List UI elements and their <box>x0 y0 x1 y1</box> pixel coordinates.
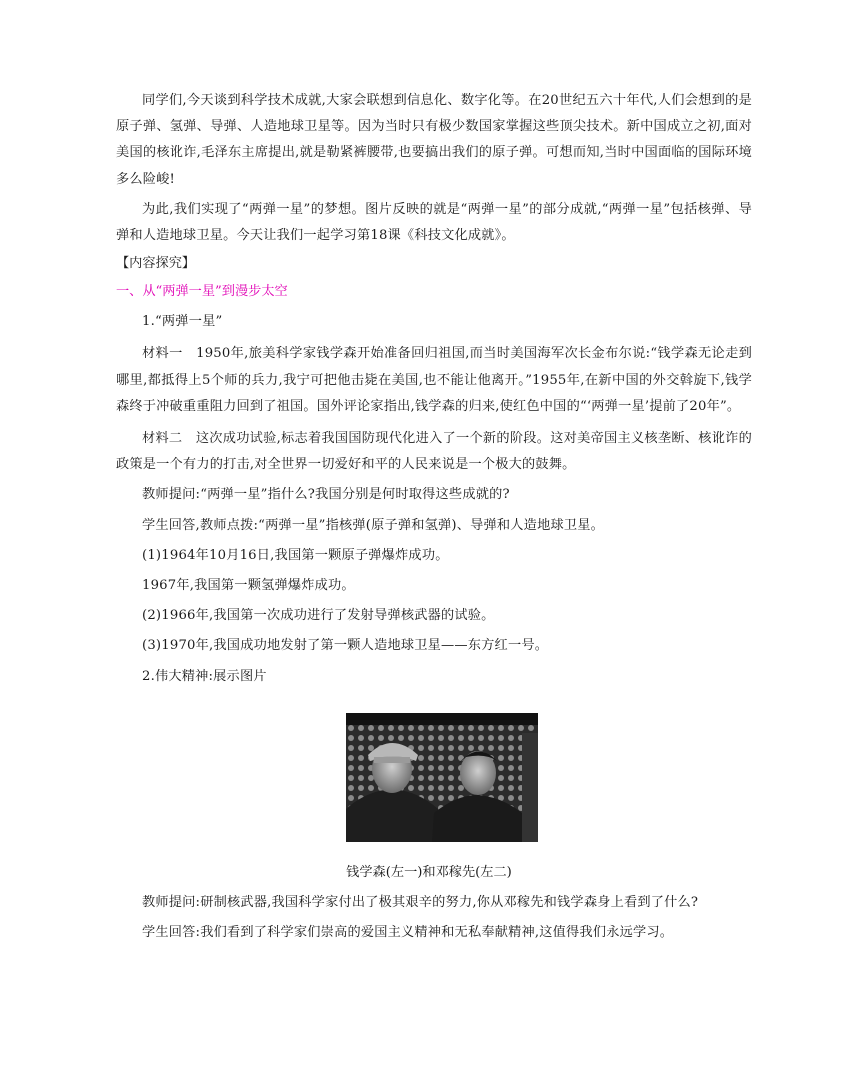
section-heading: 一、从“两弹一星”到漫步太空 <box>116 284 288 300</box>
list-item-missile: (2)1966年,我国第一次成功进行了发射导弹核武器的试验。 <box>142 608 495 624</box>
teacher-question-2: 教师提问:研制核武器,我国科学家付出了极其艰辛的努力,你从邓稼先和钱学森身上看到了什么? <box>142 894 699 910</box>
material-two: 材料二 这次成功试验,标志着我国国防现代化进入了一个新的阶段。这对美帝国主义核垄断、核讹诈的政策是一个有力的打击,对全世界一切爱好和平的人民来说是一个极大的鼓舞。 <box>116 431 752 473</box>
scientists-photo <box>346 713 538 842</box>
intro-paragraph-2: 为此,我们实现了“两弹一星”的梦想。图片反映的就是“两弹一星”的部分成就,“两弹一星”包括核弹、导弹和人造地球卫星。今天让我们一起学习第18课《科技文化成就》。 <box>116 201 752 244</box>
document-page <box>116 88 752 946</box>
list-item-satellite: (3)1970年,我国成功地发射了第一颗人造地球卫星——东方红一号。 <box>142 638 549 654</box>
content-heading: 【内容探究】 <box>116 256 196 272</box>
material-one: 材料一 1950年,旅美科学家钱学森开始准备回归祖国,而当时美国海军次长金布尔说:“钱学森无论走到哪里,都抵得上5个师的兵力,我宁可把他击毙在美国,也不能让他离开。”1955年,在新中国的外交斡旋下,钱学森终于冲破重重阻力回到了祖国。国外评论家指出,钱学森的归来,使红色中国的“‘两弹一星’提前了20年”。 <box>116 346 752 414</box>
photo-caption: 钱学森(左一)和邓稼先(左二) <box>346 864 512 880</box>
list-item-hydrogen-bomb: 1967年,我国第一颗氢弹爆炸成功。 <box>142 578 355 594</box>
student-answer-1: 学生回答,教师点拨:“两弹一星”指核弹(原子弹和氢弹)、导弹和人造地球卫星。 <box>142 517 605 533</box>
teacher-question-1: 教师提问:“两弹一星”指什么?我国分别是何时取得这些成就的? <box>142 487 510 503</box>
subheading-two-bombs-one-satellite: 1.“两弹一星” <box>142 314 223 330</box>
list-item-atomic-bomb: (1)1964年10月16日,我国第一颗原子弹爆炸成功。 <box>142 547 449 563</box>
student-answer-2: 学生回答:我们看到了科学家们崇高的爱国主义精神和无私奉献精神,这值得我们永远学习。 <box>142 925 674 941</box>
intro-paragraph-1: 同学们,今天谈到科学技术成就,大家会联想到信息化、数字化等。在20世纪五六十年代,人们会想到的是原子弹、氢弹、导弹、人造地球卫星等。因为当时只有极少数国家掌握这些顶尖技术。新中国成立之初,面对美国的核讹诈,毛泽东主席提出,就是勒紧裤腰带,也要搞出我们的原子弹。可想而知,当时中国面临的国际环境多么险峻! <box>116 93 752 187</box>
subheading-great-spirit: 2.伟大精神:展示图片 <box>142 668 267 684</box>
